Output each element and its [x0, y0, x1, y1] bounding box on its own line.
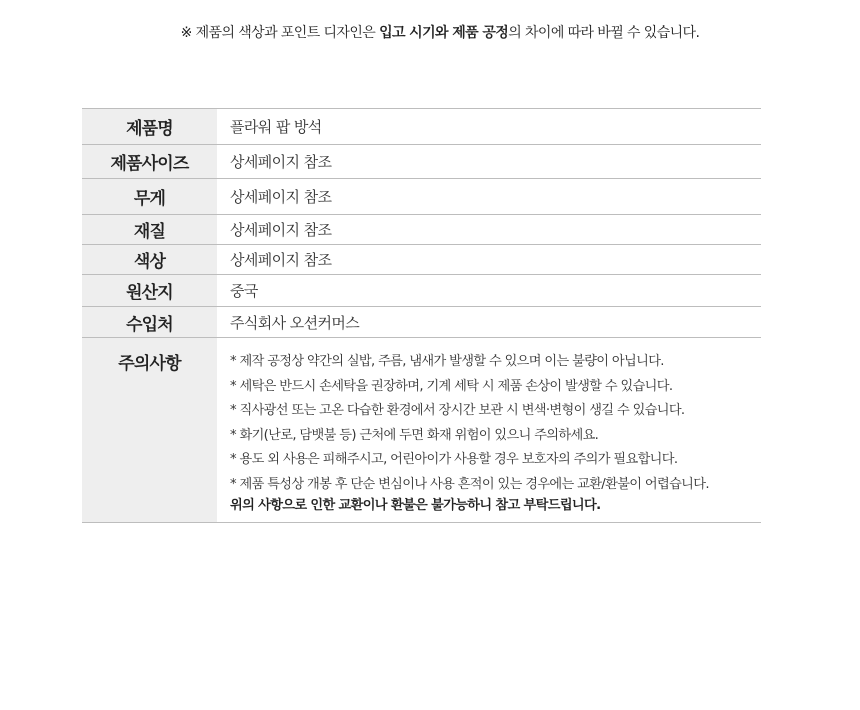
caution-list — [217, 338, 761, 522]
notice-suffix: 의 차이에 따라 바뀔 수 있습니다. — [508, 25, 700, 41]
product-spec-table — [82, 108, 761, 523]
spec-label: 수입처 — [82, 307, 217, 337]
spec-row-material — [82, 215, 761, 245]
spec-label: 원산지 — [82, 275, 217, 306]
spec-label: 색상 — [82, 245, 217, 274]
spec-value: 플라워 팝 방석 — [230, 118, 322, 136]
caution-item: * 제작 공정상 약간의 실밥, 주름, 냄새가 발생할 수 있으며 이는 불량이 아닙니다. — [230, 354, 664, 369]
caution-item: * 제품 특성상 개봉 후 단순 변심이나 사용 흔적이 있는 경우에는 교환/환불이 어렵습니다. — [230, 476, 709, 492]
spec-row-color — [82, 245, 761, 275]
spec-row-importer — [82, 307, 761, 338]
spec-value: 상세페이지 참조 — [230, 188, 332, 206]
spec-row-cautions — [82, 338, 761, 523]
spec-label: 재질 — [82, 215, 217, 244]
caution-closing: 위의 사항으로 인한 교환이나 환불은 불가능하니 참고 부탁드립니다. — [230, 498, 601, 513]
spec-label: 제품명 — [82, 109, 217, 144]
spec-label: 무게 — [82, 179, 217, 214]
spec-row-weight — [82, 179, 761, 215]
spec-value: 상세페이지 참조 — [230, 251, 332, 269]
spec-label: 주의사항 — [82, 338, 217, 522]
caution-item: * 직사광선 또는 고온 다습한 환경에서 장시간 보관 시 변색·변형이 생길 수 있습니다. — [230, 403, 685, 418]
spec-value: 상세페이지 참조 — [230, 153, 332, 171]
notice-prefix: ※ 제품의 색상과 포인트 디자인은 — [180, 25, 380, 41]
notice-emphasis: 입고 시기와 제품 공정 — [379, 25, 509, 41]
color-design-notice — [0, 22, 860, 42]
spec-value: 주식회사 오션커머스 — [230, 313, 360, 332]
caution-item: * 용도 외 사용은 피해주시고, 어린아이가 사용할 경우 보호자의 주의가 필요합니다. — [230, 452, 678, 467]
spec-label: 제품사이즈 — [82, 145, 217, 178]
caution-item: * 세탁은 반드시 손세탁을 권장하며, 기계 세탁 시 제품 손상이 발생할 수 있습니다. — [230, 378, 673, 394]
spec-row-origin — [82, 275, 761, 307]
spec-value: 상세페이지 참조 — [230, 221, 332, 239]
spec-row-product-name — [82, 109, 761, 145]
spec-value: 중국 — [230, 282, 258, 300]
caution-item: * 화기(난로, 담뱃불 등) 근처에 두면 화재 위험이 있으니 주의하세요. — [230, 427, 599, 443]
spec-row-size — [82, 145, 761, 179]
